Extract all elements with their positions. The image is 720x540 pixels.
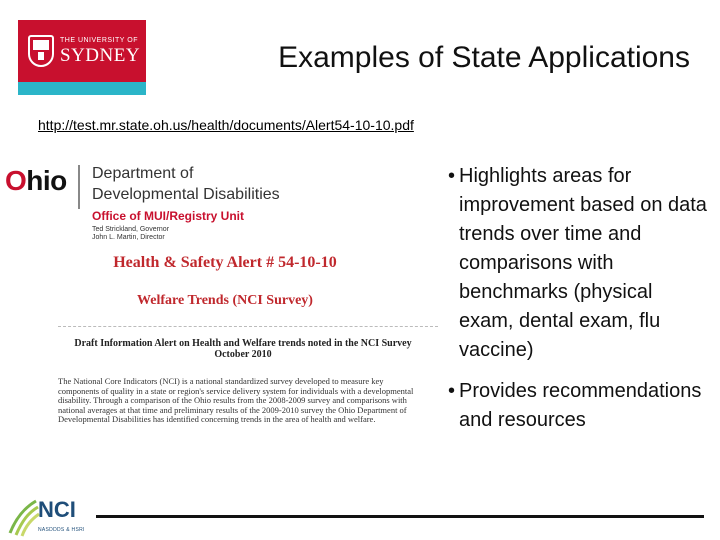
department-line-2: Developmental Disabilities: [92, 186, 280, 203]
nci-wordmark: NCI: [38, 497, 76, 522]
logo-line-1: THE UNIVERSITY OF: [60, 37, 138, 44]
alert-title: Health & Safety Alert # 54-10-10: [113, 254, 337, 271]
bullet-marker: •: [448, 165, 456, 187]
bullet-item: [448, 162, 710, 365]
department-name: [92, 163, 280, 205]
draft-line-1: Draft Information Alert on Health and Welfare trends noted in the NCI Survey: [74, 338, 412, 349]
draft-line-2: October 2010: [214, 349, 272, 360]
document-url-link[interactable]: http://test.mr.state.oh.us/health/documents/Alert54-10-10.pdf: [38, 117, 414, 133]
office-name: Office of MUI/Registry Unit: [92, 209, 245, 223]
bullet-marker: •: [448, 380, 456, 402]
logo-wordmark: [60, 37, 140, 65]
crest-icon: [28, 35, 54, 67]
footer-rule: [96, 515, 704, 518]
ohio-logo-rest: hio: [26, 165, 67, 196]
director-name: John L. Martin, Director: [92, 234, 165, 241]
logo-divider: [78, 165, 80, 209]
ohio-logo-o: O: [5, 165, 27, 196]
bullet-item: [448, 377, 710, 435]
officials: [92, 226, 169, 242]
welfare-title: Welfare Trends (NCI Survey): [137, 293, 313, 308]
document-body-text: The National Core Indicators (NCI) is a national standardized survey developed to measure key components of quality in a state or region's service delivery system for individuals with a developmental disability. Through a comparison of the Ohio results from the 2008-2009 survey and comparisons with national averages at that time and preliminary results of the 2009-2010 survey the Ohio Department of Developmental Disabilities has identified concerning trends in the area of health and welfare.: [58, 376, 414, 424]
university-logo: [18, 20, 146, 82]
ohio-logo: [5, 165, 67, 197]
bullet-list: [448, 162, 710, 447]
title-panel: [146, 20, 704, 95]
document-divider: [58, 326, 438, 327]
department-line-1: Department of: [92, 165, 194, 182]
logo-line-2: SYDNEY: [60, 45, 141, 66]
draft-heading: [58, 338, 428, 360]
document-excerpt: [0, 155, 430, 465]
slide-title: Examples of State Applications: [278, 40, 690, 74]
bullet-text: Highlights areas for improvement based on data trends over time and comparisons with benchmarks (physical exam, dental exam, flu vaccine): [459, 165, 707, 361]
nci-subtitle: NASDDDS & HSRI: [38, 527, 85, 533]
governor-name: Ted Strickland, Governor: [92, 226, 170, 233]
bullet-text: Provides recommendations and resources: [459, 380, 702, 431]
